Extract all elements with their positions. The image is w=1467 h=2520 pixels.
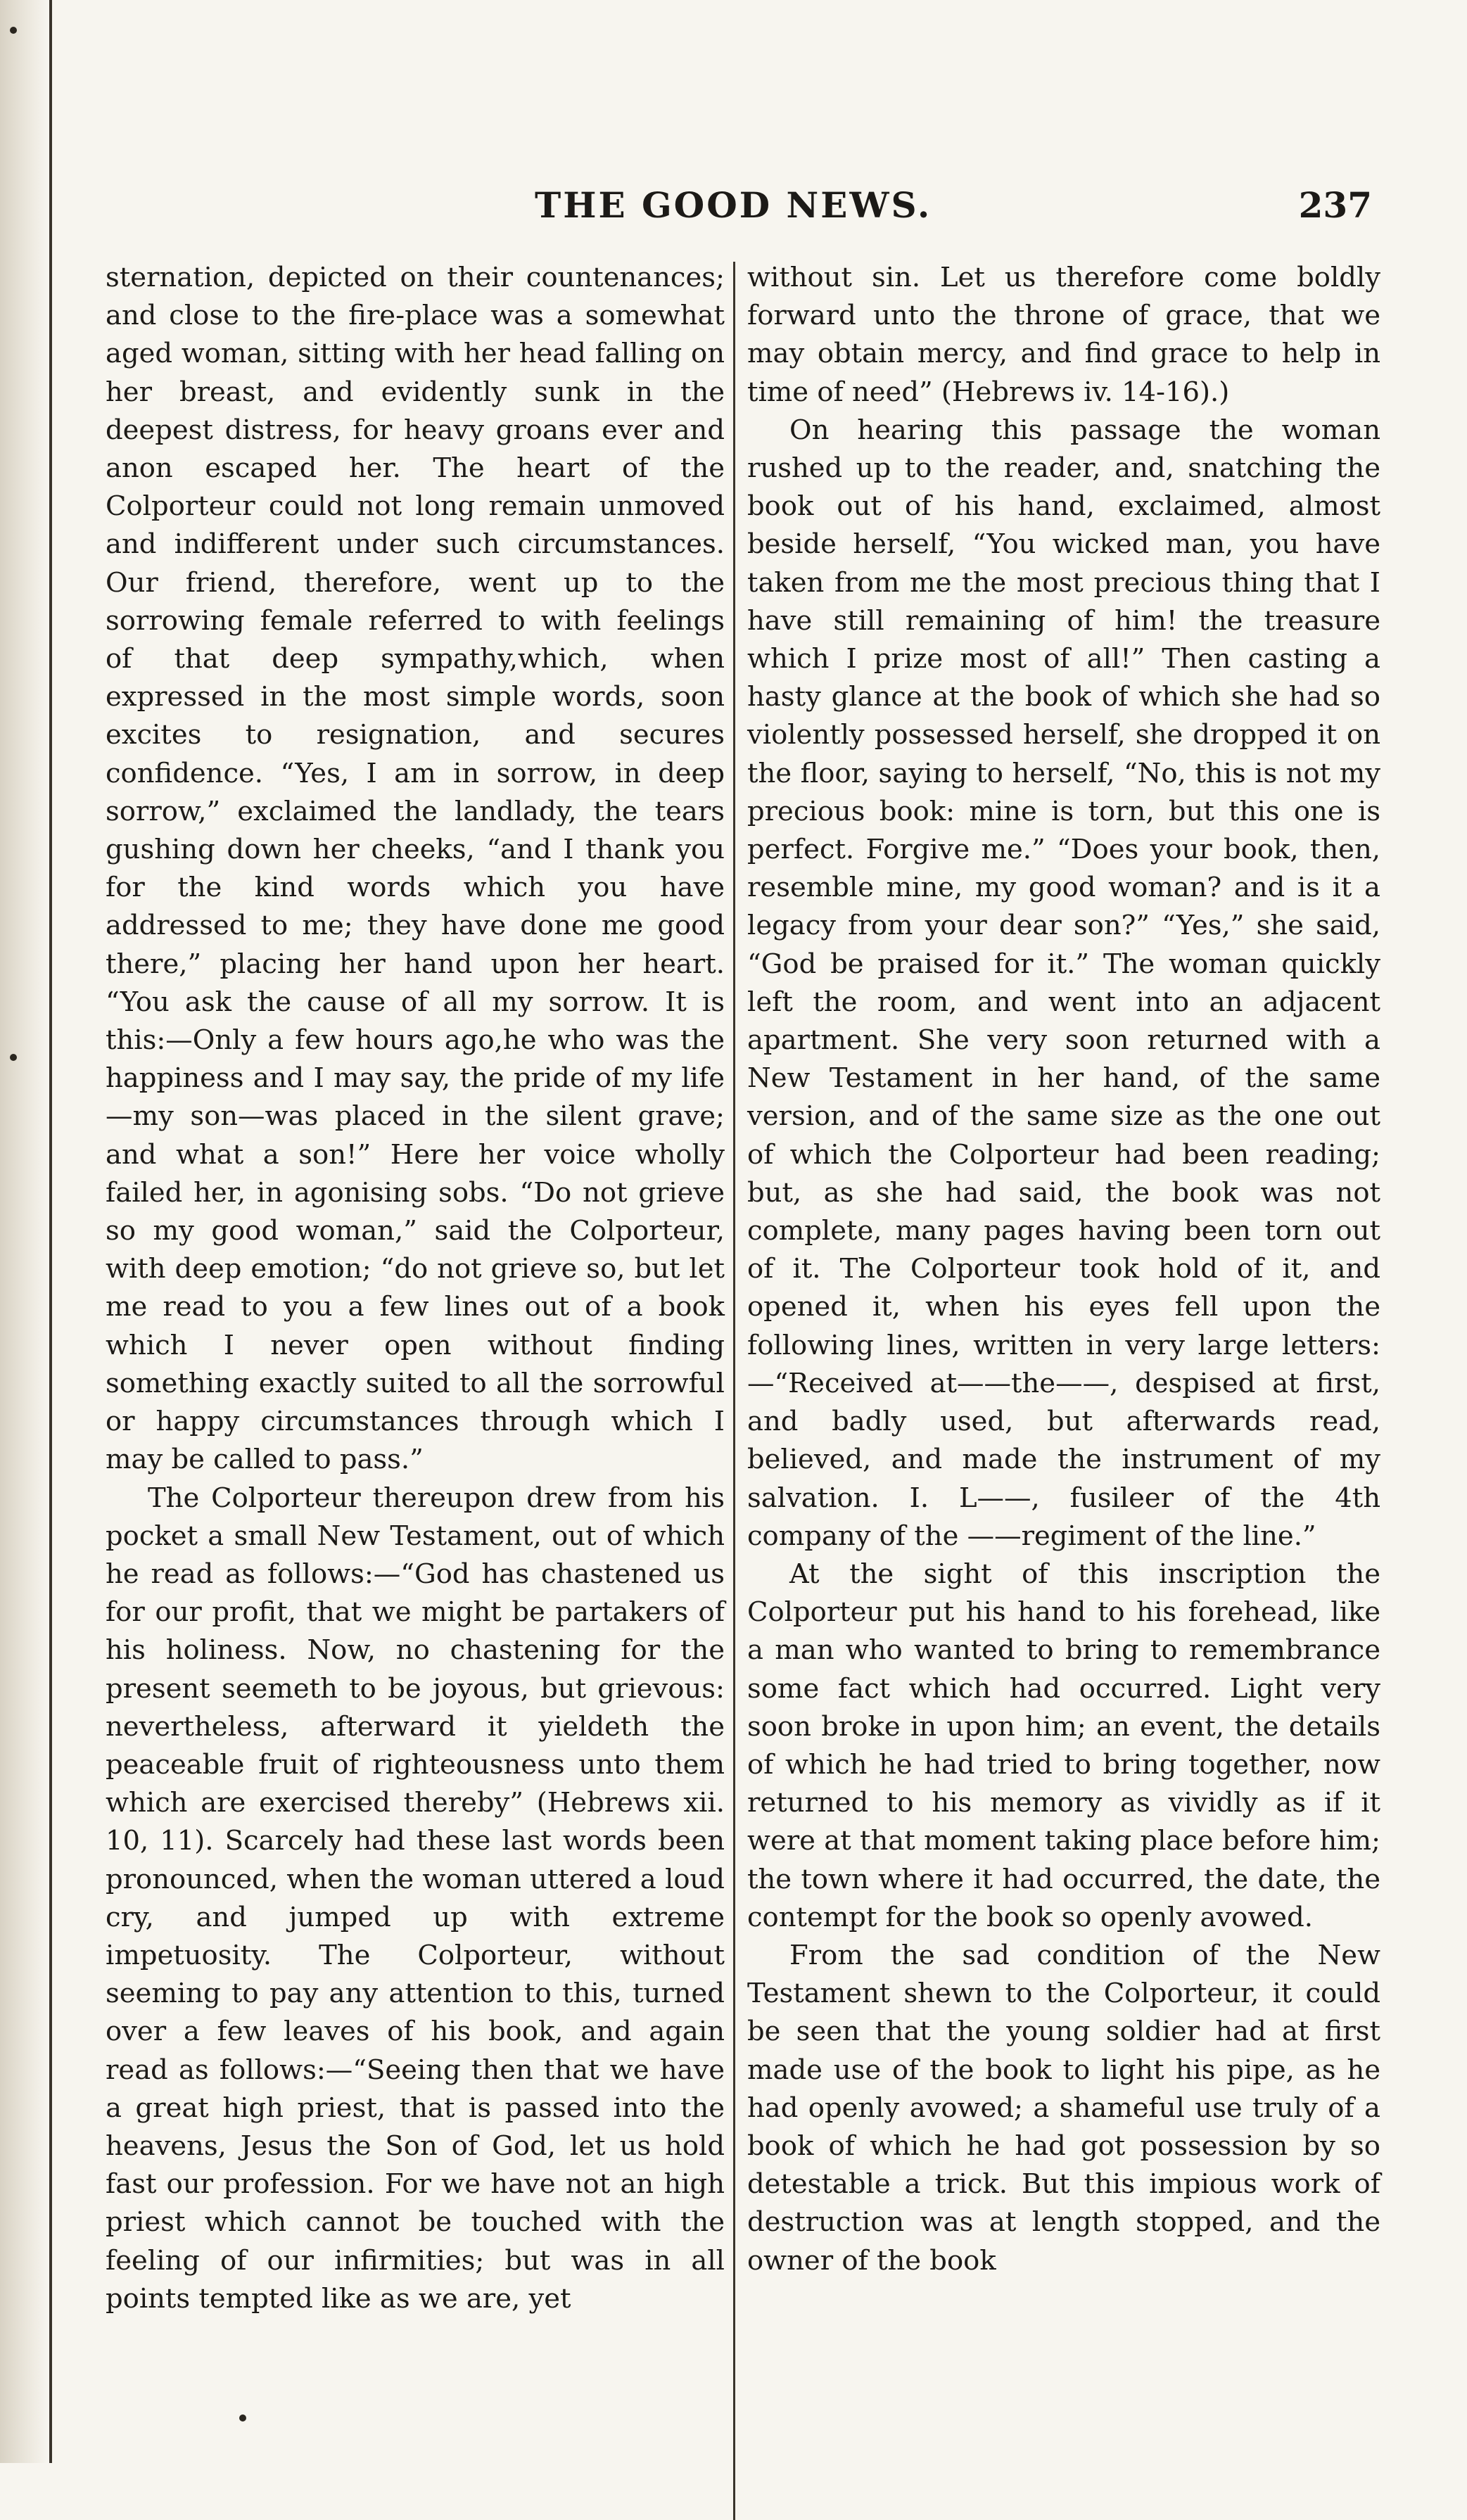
- binding-edge-line: [49, 0, 52, 2463]
- right-paragraph-4: From the sad condition of the New Testament shewn to the Colporteur, it could be seen that the young soldier had at first made use of the book to light his pipe, as he had openly avowed; a shameful use truly of a book of which he had got possession by so detestable a trick. But this impious work of destruction was at length stopped, and the owner of the book: [747, 1939, 1380, 2277]
- print-speck: [239, 2414, 246, 2422]
- column-divider: [733, 262, 735, 2520]
- page-header: [535, 184, 1372, 234]
- right-paragraph-2: On hearing this passage the woman rushed up to the reader, and, snatching the book out of his hand, exclaimed, almost beside herself, “You wicked man, you have taken from me the most precious thing that I have still remaining of him! the treasure which I prize most of all!” Then casting a hasty glance at the book of which she had so violently possessed herself, she dropped it on the floor, saying to herself, “No, this is not my precious book: mine is torn, but this one is perfect. Forgive me.” “Does your book, then, resemble mine, my good woman? and is it a legacy from your dear son?” “Yes,” she said, “God be praised for it.” The woman quickly left the room, and went into an adjacent apartment. She very soon returned with a New Testament in her hand, of the same version, and of the same size as the one out of which the Colporteur had been reading; but, as she had said, the book was not complete, many pages having been torn out of it. The Colporteur took hold of it, and opened it, when his eyes fell upon the following lines, written in very large letters:—“Received at——the——, despised at first, and badly used, but afterwards read, believed, and made the instrument of my salvation. I. L——, fusileer of the 4th company of the ——regiment of the line.”: [747, 414, 1380, 1552]
- running-title: THE GOOD NEWS.: [535, 184, 932, 226]
- page-binding-shadow: [0, 0, 48, 2463]
- right-paragraph-3: At the sight of this inscription the Colporteur put his hand to his forehead, like a man who wanted to bring to remembrance some fact which had occurred. Light very soon broke in upon him; an event, the details of which he had tried to bring together, now returned to his memory as vividly as if it were at that moment taking place before him; the town where it had occurred, the date, the contempt for the book so openly avowed.: [747, 1558, 1380, 1933]
- page-number: 237: [1298, 184, 1372, 226]
- right-column: [747, 259, 1380, 2280]
- right-paragraph-1: without sin. Let us therefore come boldly forward unto the throne of grace, that we may obtain mercy, and find grace to help in time of need” (Hebrews iv. 14-16).): [747, 262, 1380, 408]
- left-paragraph-2: The Colporteur thereupon drew from his pocket a small New Testament, out of which he read as follows:—“God has chastened us for our profit, that we might be partakers of his holiness. Now, no chastening for the present seemeth to be joyous, but grievous: nevertheless, afterward it yieldeth the peaceable fruit of righteousness unto them which are exercised thereby” (Hebrews xii. 10, 11). Scarcely had these last words been pronounced, when the woman uttered a loud cry, and jumped up with extreme impetuosity. The Colporteur, without seeming to pay any attention to this, turned over a few leaves of his book, and again read as follows:—“Seeing then that we have a great high priest, that is passed into the heavens, Jesus the Son of God, let us hold fast our profession. For we have not an high priest which cannot be touched with the feeling of our infirmities; but was in all points tempted like as we are, yet: [106, 1482, 725, 2315]
- print-speck: [10, 27, 17, 34]
- left-column: [106, 259, 725, 2318]
- print-speck: [10, 1054, 17, 1061]
- left-paragraph-1: sternation, depicted on their countenances; and close to the fire-place was a somewhat aged woman, sitting with her head falling on her breast, and evidently sunk in the deepest distress, for heavy groans ever and anon escaped her. The heart of the Colporteur could not long remain unmoved and indifferent under such circumstances. Our friend, therefore, went up to the sorrowing female referred to with feelings of that deep sympathy,which, when expressed in the most simple words, soon excites to resignation, and secures confidence. “Yes, I am in sorrow, in deep sorrow,” exclaimed the landlady, the tears gushing down her cheeks, “and I thank you for the kind words which you have addressed to me; they have done me good there,” placing her hand upon her heart. “You ask the cause of all my sorrow. It is this:—Only a few hours ago,he who was the happiness and I may say, the pride of my life—my son—was placed in the silent grave; and what a son!” Here her voice wholly failed her, in agonising sobs. “Do not grieve so my good woman,” said the Colporteur, with deep emotion; “do not grieve so, but let me read to you a few lines out of a book which I never open without finding something exactly suited to all the sorrowful or happy circumstances through which I may be called to pass.”: [106, 262, 725, 1476]
